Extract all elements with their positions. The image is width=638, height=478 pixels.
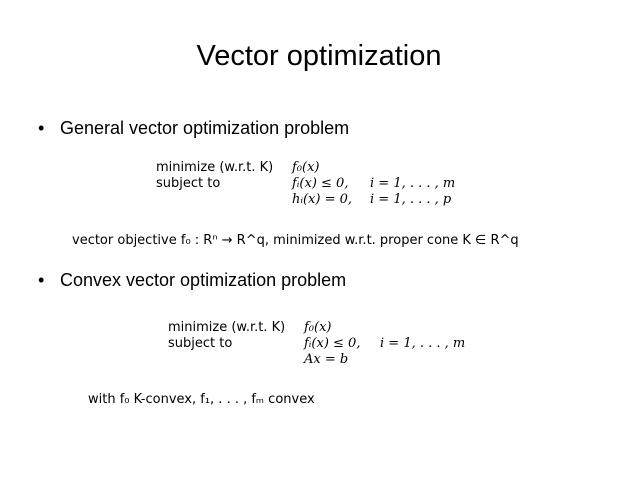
row-expression: fᵢ(x) ≤ 0,	[292, 176, 349, 191]
convex-row-inequality	[168, 336, 488, 352]
bullet-convex	[38, 270, 346, 291]
slide-title: Vector optimization	[196, 40, 442, 72]
convex-row-equality	[168, 352, 488, 368]
row-index: i = 1, . . . , m	[380, 336, 466, 351]
row-label: minimize (w.r.t. K)	[156, 160, 274, 175]
general-problem-formulation	[156, 160, 486, 208]
row-label: subject to	[156, 176, 221, 191]
general-row-inequality	[156, 176, 486, 192]
row-expression: Ax = b	[304, 352, 349, 367]
row-index: i = 1, . . . , m	[370, 176, 456, 191]
row-expression: f₀(x)	[304, 320, 332, 335]
general-row-equality	[156, 192, 486, 208]
bullet-text: Convex vector optimization problem	[60, 270, 347, 290]
row-expression: hᵢ(x) = 0,	[292, 192, 353, 207]
convex-problem-formulation	[168, 320, 488, 368]
bullet-text: General vector optimization problem	[60, 118, 350, 138]
convex-row-objective	[168, 320, 488, 336]
row-expression: f₀(x)	[292, 160, 320, 175]
bullet-general	[38, 118, 349, 139]
general-row-objective	[156, 160, 486, 176]
row-index: i = 1, . . . , p	[370, 192, 452, 207]
bullet-marker: •	[38, 118, 45, 138]
row-label: minimize (w.r.t. K)	[168, 320, 286, 335]
bullet-marker: •	[38, 270, 45, 290]
general-problem-note: vector objective f₀ : Rⁿ → R^q, minimized w.r.t. proper cone K ∈ R^q	[72, 233, 519, 248]
convex-problem-note: with f₀ K-convex, f₁, . . . , fₘ convex	[88, 392, 315, 407]
row-label: subject to	[168, 336, 233, 351]
row-expression: fᵢ(x) ≤ 0,	[304, 336, 361, 351]
